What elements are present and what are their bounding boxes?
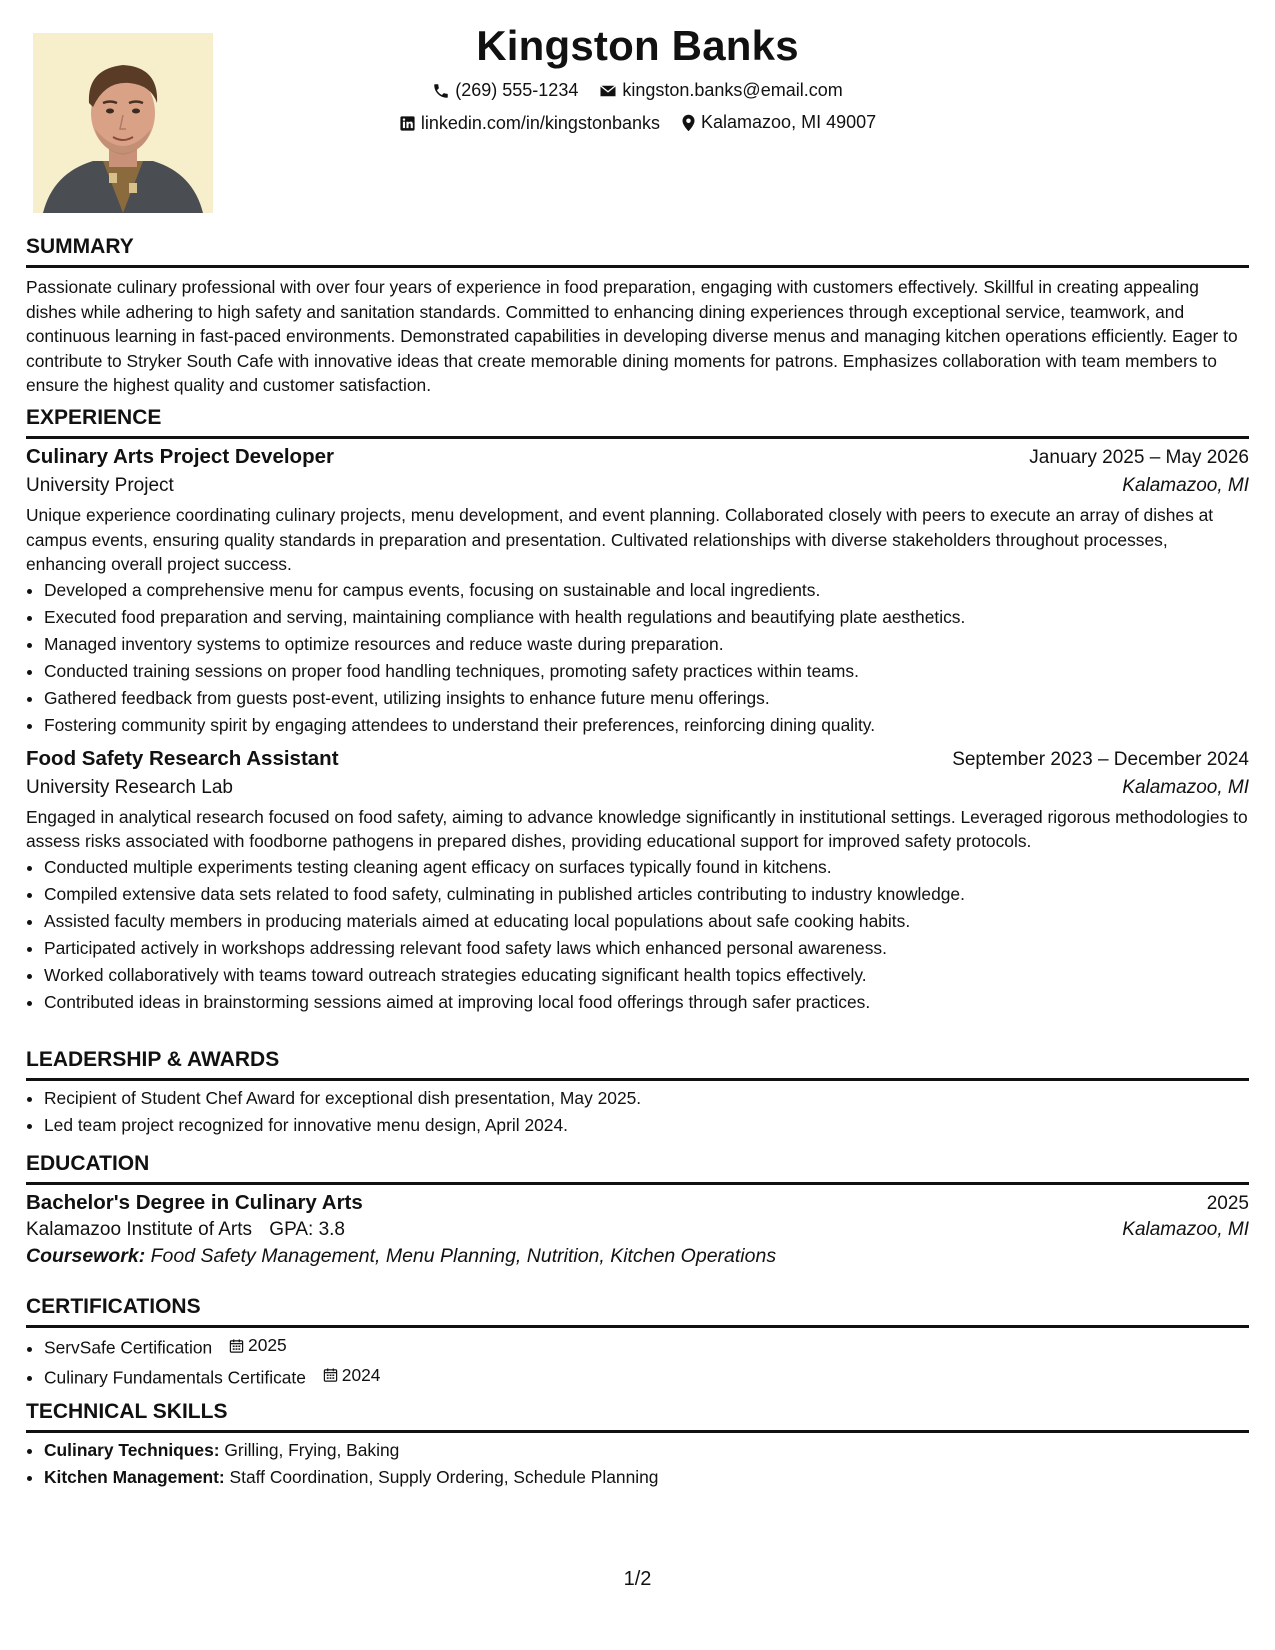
leadership-section <box>26 1048 1249 1139</box>
job-location: Kalamazoo, MI <box>1122 475 1249 496</box>
job-entry <box>26 747 1249 1016</box>
job-title: Culinary Arts Project Developer <box>26 445 334 468</box>
section-title-certifications: CERTIFICATIONS <box>26 1295 201 1318</box>
envelope-icon <box>599 82 617 100</box>
list-item: • Assisted faculty members in producing materials aimed at educating local populations about safe cooking habits. <box>44 908 1249 935</box>
skill-category: Culinary Techniques: <box>44 1440 220 1460</box>
phone-icon <box>432 82 450 100</box>
job-title: Food Safety Research Assistant <box>26 746 339 770</box>
location-text: Kalamazoo, MI 49007 <box>701 112 877 132</box>
skill-values: Staff Coordination, Supply Ordering, Schedule Planning <box>229 1467 659 1487</box>
calendar-icon <box>323 1367 338 1383</box>
linkedin-url: linkedin.com/in/kingstonbanks <box>420 112 660 133</box>
list-item: • Gathered feedback from guests post-event, utilizing insights to enhance future menu offerings. <box>44 685 1249 712</box>
gpa: GPA: 3.8 <box>269 1219 345 1240</box>
section-title-skills: TECHNICAL SKILLS <box>26 1400 228 1423</box>
coursework-list: Food Safety Management, Menu Planning, Nutrition, Kitchen Operations <box>150 1245 777 1267</box>
school-name: Kalamazoo Institute of Arts <box>26 1219 253 1240</box>
email-contact[interactable] <box>599 80 842 101</box>
map-pin-icon <box>681 114 696 132</box>
job-dates: January 2025 – May 2026 <box>1029 447 1249 468</box>
list-item <box>44 1362 1249 1392</box>
list-item <box>44 1332 1249 1362</box>
experience-section <box>26 406 1249 1016</box>
section-title-education: EDUCATION <box>26 1152 150 1175</box>
list-item: • Conducted training sessions on proper food handling techniques, promoting safety practices within teams. <box>44 658 1249 685</box>
phone-contact[interactable] <box>432 80 578 101</box>
certification-name: ServSafe Certification <box>44 1337 213 1358</box>
list-item: • Participated actively in workshops addressing relevant food safety laws which enhanced personal awareness. <box>44 935 1249 962</box>
contact-row-primary <box>0 80 1275 105</box>
list-item: • Compiled extensive data sets related to food safety, culminating in published articles contributing to industry knowledge. <box>44 881 1249 908</box>
section-divider <box>26 1430 1249 1433</box>
contact-row-secondary <box>0 112 1275 137</box>
list-item: • Fostering community spirit by engaging attendees to understand their preferences, reinforcing dining quality. <box>44 712 1249 739</box>
list-item: • Recipient of Student Chef Award for exceptional dish presentation, May 2025. <box>44 1085 1249 1112</box>
job-entry <box>26 445 1249 739</box>
phone-number: (269) 555-1234 <box>455 80 579 100</box>
candidate-name: Kingston Banks <box>476 22 799 69</box>
section-divider <box>26 436 1249 439</box>
list-item <box>44 1464 1249 1491</box>
graduation-year: 2025 <box>1206 1193 1249 1214</box>
list-item: • Executed food preparation and serving, maintaining compliance with health regulations and beautifying plate aesthetics. <box>44 604 1249 631</box>
section-divider <box>26 1078 1249 1081</box>
job-bullets <box>26 577 1249 739</box>
job-description: Engaged in analytical research focused on food safety, aiming to advance knowledge significantly in institutional settings. Leveraged rigorous methodologies to assess risks associated with foodborne pathogens in prepared dishes, providing educational support for improved safety protocols. <box>26 806 1248 852</box>
summary-section <box>26 235 1249 398</box>
certifications-list <box>26 1332 1249 1391</box>
job-organization: University Research Lab <box>26 776 233 798</box>
list-item: • Conducted multiple experiments testing cleaning agent efficacy on surfaces typically found in kitchens. <box>44 854 1249 881</box>
page-number: 1/2 <box>623 1568 652 1590</box>
section-title-leadership: LEADERSHIP & AWARDS <box>26 1048 280 1071</box>
leadership-list <box>26 1085 1249 1139</box>
job-bullets <box>26 854 1249 1016</box>
list-item: • Contributed ideas in brainstorming sessions aimed at improving local food offerings through safer practices. <box>44 989 1249 1016</box>
certification-year: 2024 <box>341 1364 381 1385</box>
list-item: • Worked collaboratively with teams toward outreach strategies educating significant health topics effectively. <box>44 962 1249 989</box>
linkedin-icon <box>399 115 416 132</box>
section-title-summary: SUMMARY <box>26 235 134 258</box>
school-location: Kalamazoo, MI <box>1122 1219 1249 1240</box>
skills-section <box>26 1400 1249 1491</box>
section-title-experience: EXPERIENCE <box>26 406 162 429</box>
location-contact <box>681 112 876 133</box>
email-address: kingston.banks@email.com <box>622 80 843 100</box>
calendar-icon <box>229 1338 244 1354</box>
list-item: • Managed inventory systems to optimize resources and reduce waste during preparation. <box>44 631 1249 658</box>
section-divider <box>26 265 1249 268</box>
skill-category: Kitchen Management: <box>44 1467 225 1487</box>
coursework-label: Coursework: <box>26 1245 146 1267</box>
education-section <box>26 1152 1249 1268</box>
section-divider <box>26 1325 1249 1328</box>
list-item: • Led team project recognized for innovative menu design, April 2024. <box>44 1112 1249 1139</box>
list-item: • Developed a comprehensive menu for campus events, focusing on sustainable and local ingredients. <box>44 577 1249 604</box>
skills-list <box>26 1437 1249 1491</box>
summary-text: Passionate culinary professional with over four years of experience in food preparation, engaging with customers effectively. Skillful in creating appealing dishes while adhering to high safety and sanitation standards. Committed to enhancing dining experiences through exceptional service, teamwork, and continuous learning in fast-paced environments. Demonstrated capabilities in developing diverse menus and managing kitchen operations efficiently. Eager to contribute to Stryker South Cafe with innovative ideas that create memorable dining moments for patrons. Emphasizes collaboration with team members to ensure the highest quality and customer satisfaction. <box>26 277 1238 396</box>
certification-year: 2025 <box>248 1335 287 1355</box>
certification-name: Culinary Fundamentals Certificate <box>44 1367 306 1387</box>
job-organization: University Project <box>26 475 174 496</box>
job-dates: September 2023 – December 2024 <box>952 748 1249 770</box>
coursework <box>26 1245 1249 1268</box>
linkedin-contact[interactable] <box>399 113 660 134</box>
degree-title: Bachelor's Degree in Culinary Arts <box>26 1191 363 1214</box>
list-item <box>44 1437 1249 1464</box>
skill-values: Grilling, Frying, Baking <box>224 1440 400 1460</box>
job-location: Kalamazoo, MI <box>1122 776 1249 798</box>
certifications-section <box>26 1295 1249 1391</box>
job-description: Unique experience coordinating culinary projects, menu development, and event planning. Collaborated closely with peers to execute an array of dishes at campus events, ensuring quality standards in preparation and presentation. Cultivated relationships with diverse stakeholders throughout processes, enhancing overall project success. <box>26 505 1214 575</box>
section-divider <box>26 1182 1249 1185</box>
